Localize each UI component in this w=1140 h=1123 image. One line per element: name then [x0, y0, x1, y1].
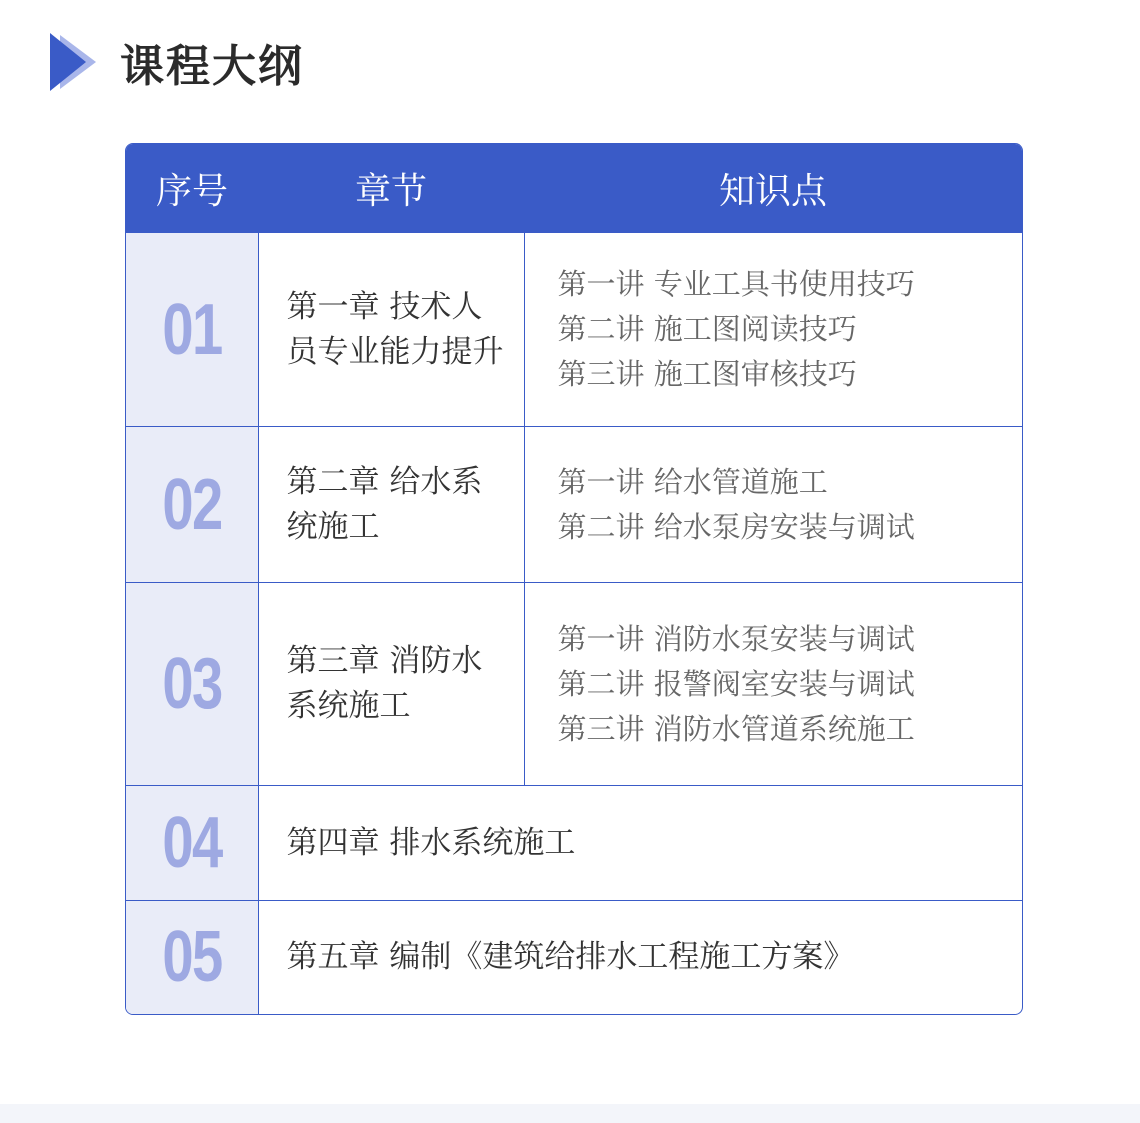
row-number: 01: [162, 289, 222, 370]
column-header-chapter: 章节: [258, 144, 524, 233]
table-row: [126, 233, 1022, 427]
table-row: [126, 901, 1022, 1014]
chapter-title: 第五章 编制《建筑给排水工程施工方案》: [258, 901, 1022, 1014]
row-number: 03: [162, 644, 222, 724]
knowledge-point: 第一讲 给水管道施工: [557, 464, 828, 499]
row-number-cell: [126, 427, 258, 583]
knowledge-point: 第三讲 消防水管道系统施工: [557, 711, 915, 746]
table-row: [126, 427, 1022, 583]
row-number-cell: [126, 233, 258, 427]
row-number-cell: [126, 786, 258, 901]
section-header: [48, 30, 304, 94]
knowledge-point: 第二讲 施工图阅读技巧: [557, 312, 857, 346]
page-title: 课程大纲: [120, 41, 304, 92]
row-number: 04: [162, 803, 222, 883]
row-number-cell: [126, 901, 258, 1014]
knowledge-point: 第三讲 施工图审核技巧: [557, 357, 857, 391]
footer-strip: [0, 1104, 1140, 1123]
knowledge-point: 第一讲 专业工具书使用技巧: [557, 267, 915, 301]
chapter-title: 第二章 给水系统施工: [258, 427, 524, 583]
table-header-row: [126, 144, 1022, 233]
row-number-cell: [126, 583, 258, 786]
knowledge-points: [524, 233, 1022, 427]
play-triangle-icon: [48, 31, 100, 93]
syllabus-table: [125, 143, 1023, 1015]
knowledge-point: 第二讲 给水泵房安装与调试: [557, 509, 915, 544]
chapter-title: 第一章 技术人员专业能力提升: [258, 233, 524, 427]
column-header-points: 知识点: [524, 144, 1022, 233]
table-row: [126, 786, 1022, 901]
column-header-number: 序号: [126, 144, 258, 233]
chapter-title: 第四章 排水系统施工: [258, 786, 1022, 901]
knowledge-point: 第二讲 报警阀室安装与调试: [557, 666, 915, 701]
chapter-title: 第三章 消防水系统施工: [258, 583, 524, 786]
table-row: [126, 583, 1022, 786]
knowledge-points: [524, 583, 1022, 786]
row-number: 02: [162, 464, 222, 545]
row-number: 05: [162, 917, 222, 998]
knowledge-points: [524, 427, 1022, 583]
knowledge-point: 第一讲 消防水泵安装与调试: [557, 621, 915, 656]
